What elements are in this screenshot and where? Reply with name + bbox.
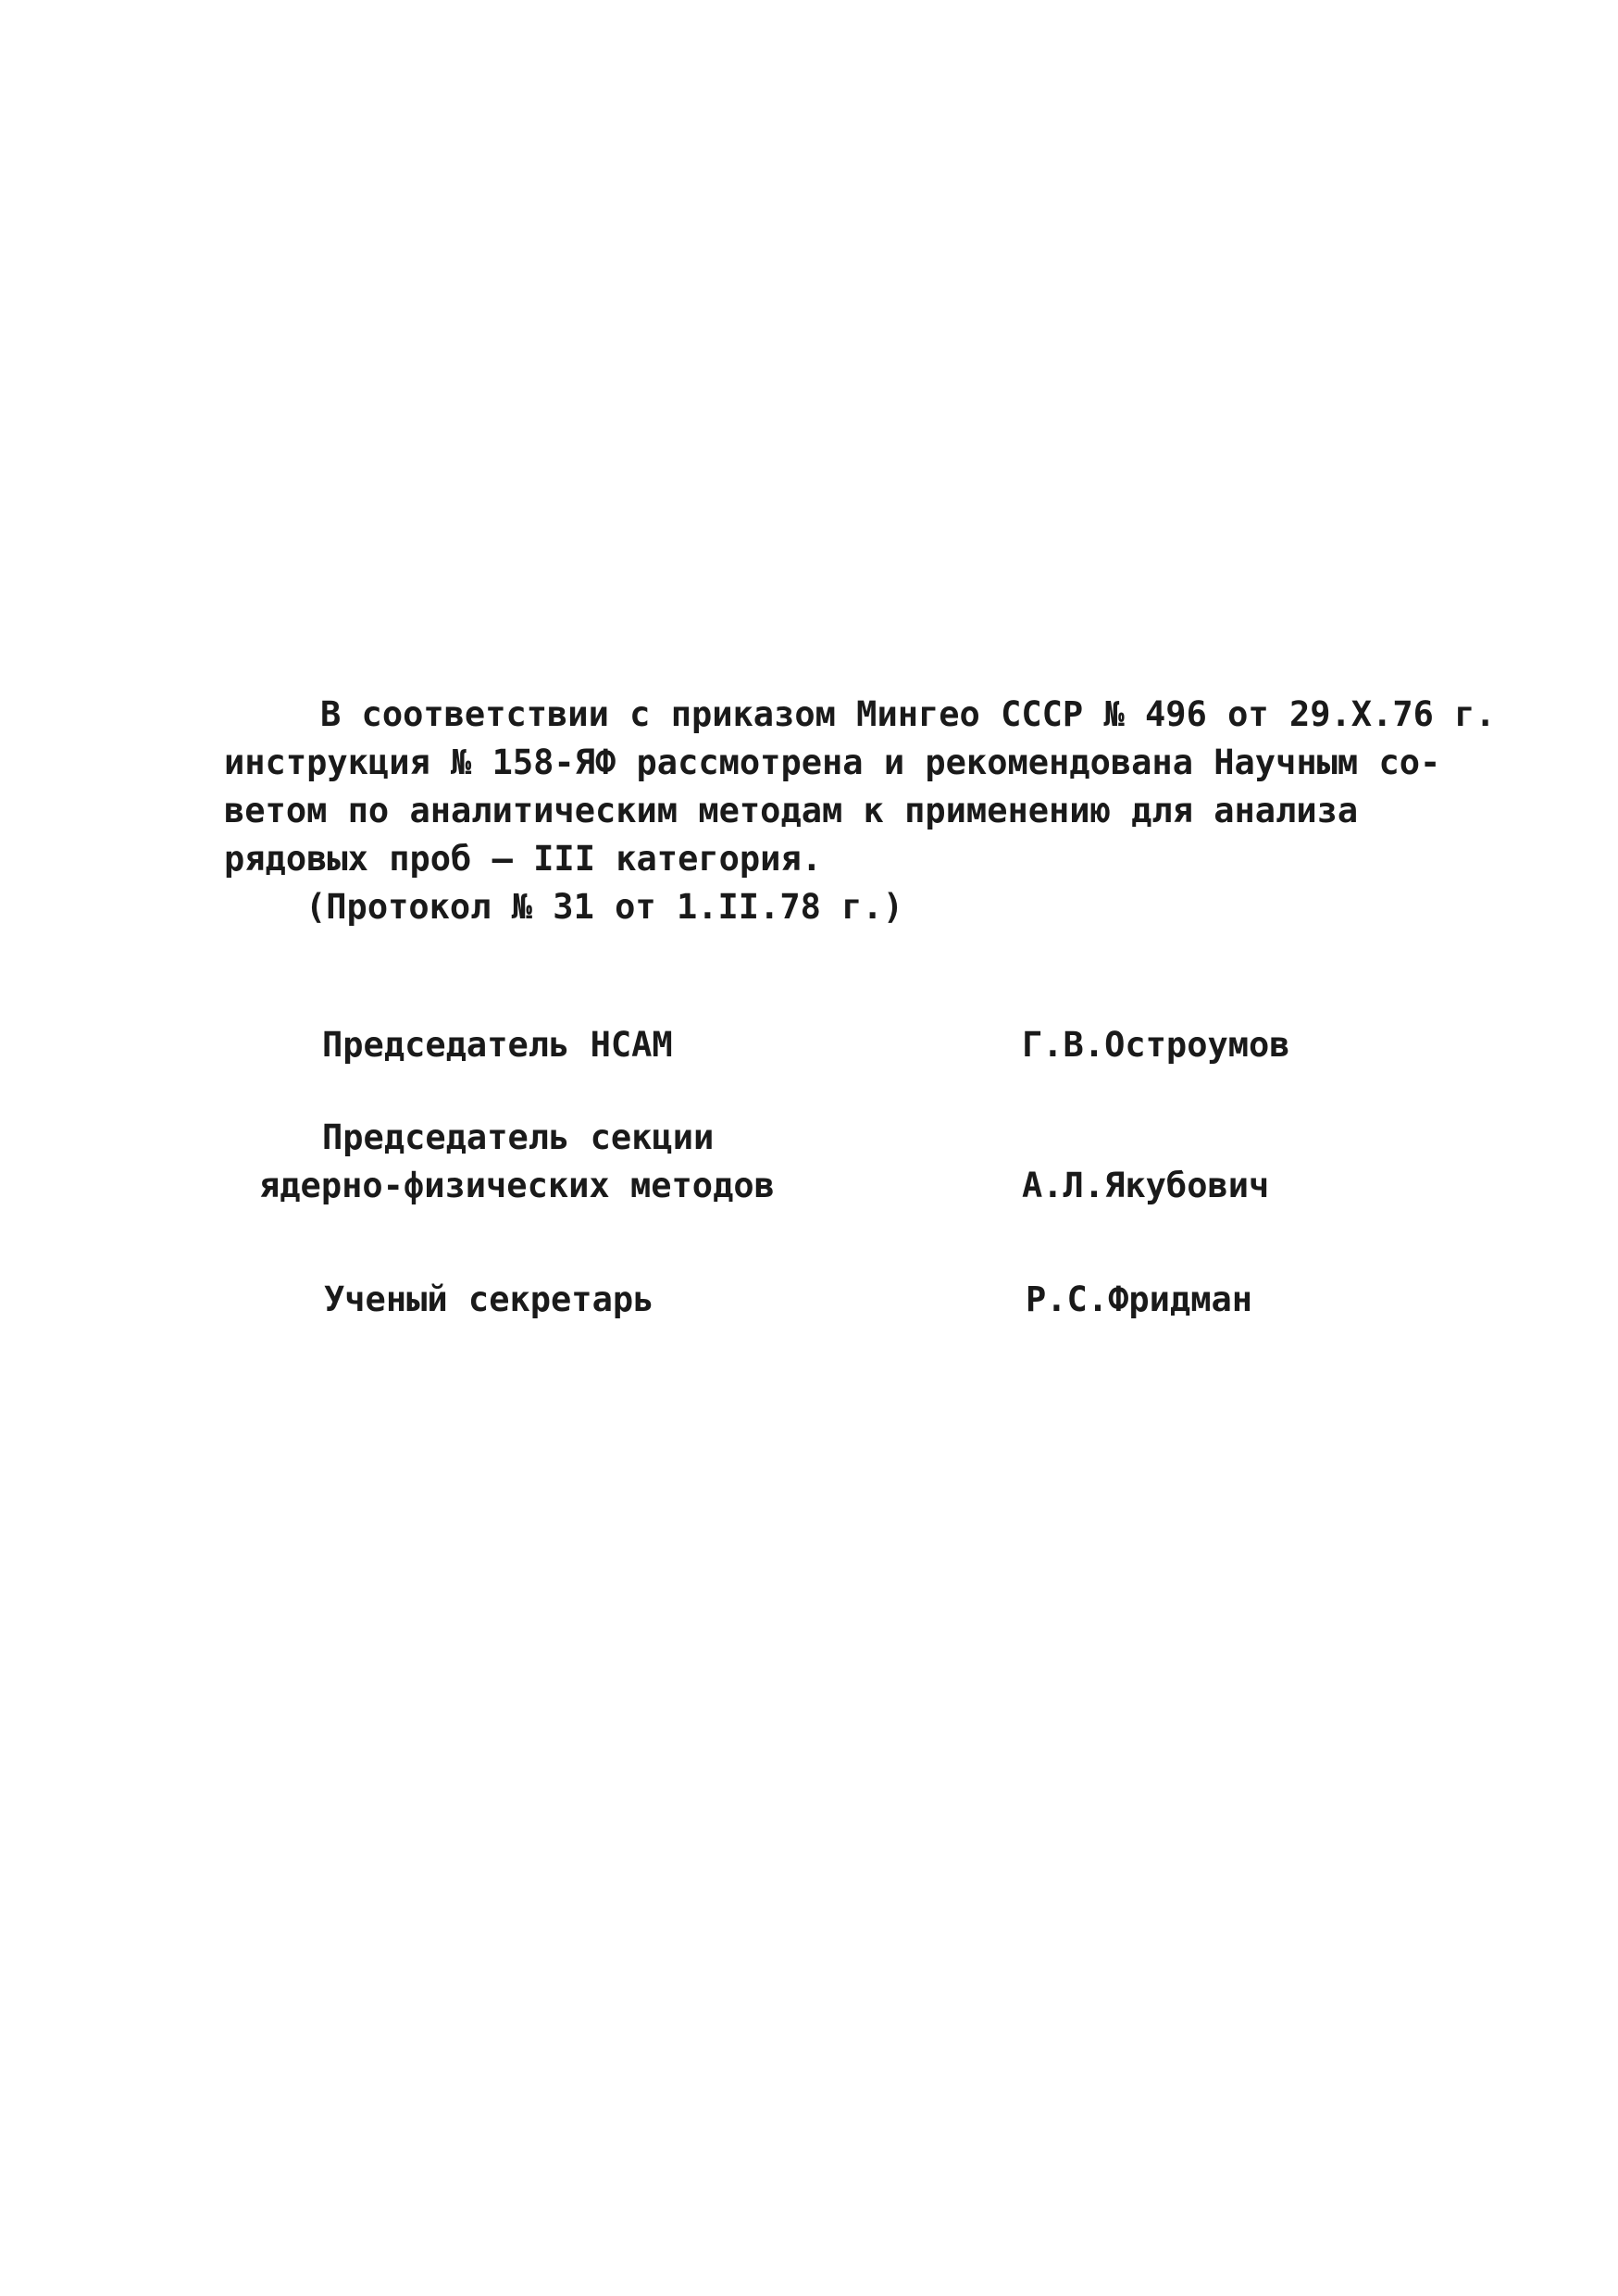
signature-role-section-chair-1: Председатель секции bbox=[322, 1117, 715, 1157]
approval-line-2: инструкция № 158-ЯФ рассмотрена и рекомендована Научным со- bbox=[224, 742, 1441, 782]
signature-name-secretary: Р.С.Фридман bbox=[1026, 1279, 1253, 1319]
approval-line-4: рядовых проб – III категория. bbox=[224, 839, 823, 879]
approval-line-1: В соответствии с приказом Мингео СССР № 496 от 29.Х.76 г. bbox=[320, 694, 1496, 734]
signature-name-chairman: Г.В.Остроумов bbox=[1022, 1025, 1290, 1065]
signature-role-chairman: Председатель НСАМ bbox=[322, 1025, 673, 1065]
signature-role-section-chair-2: ядерно-физических методов bbox=[259, 1166, 775, 1205]
approval-line-3: ветом по аналитическим методам к применению для анализа bbox=[224, 791, 1359, 830]
signature-role-secretary: Ученый секретарь bbox=[324, 1279, 654, 1319]
protocol-line: (Протокол № 31 от 1.II.78 г.) bbox=[305, 887, 904, 927]
signature-name-section-chair: А.Л.Якубович bbox=[1022, 1166, 1270, 1205]
